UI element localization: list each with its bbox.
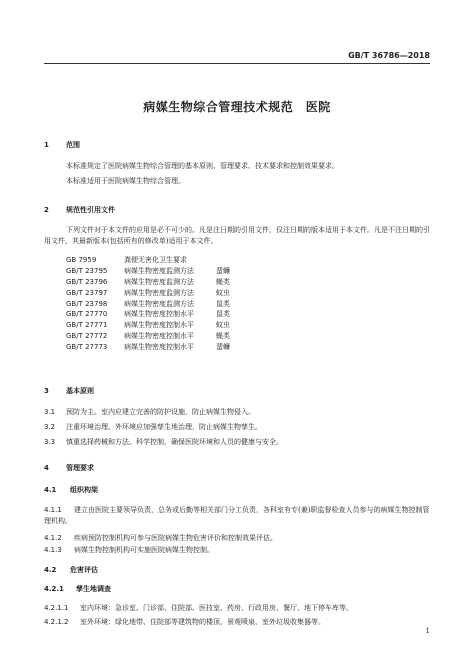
clause-text: 病媒生物控制机构可实施医院病媒生物控制。 bbox=[74, 546, 214, 554]
reference-item bbox=[66, 331, 256, 342]
section-2-para: 下列文件对于本文件的应用是必不可少的。凡是注日期的引用文件，仅注日期的版本适用于本文件。凡是不注日期的引用文件，其最新版本(包括所有的修改单)适用于本文件。 bbox=[44, 226, 430, 245]
section-title: 管理要求 bbox=[66, 464, 94, 472]
section-3-heading bbox=[44, 386, 94, 396]
section-4-heading bbox=[44, 463, 94, 473]
reference-item bbox=[66, 266, 256, 277]
ref-code: GB/T 23795 bbox=[66, 266, 108, 275]
ref-organism: 蚊虫 bbox=[216, 288, 230, 297]
header-rule bbox=[44, 63, 430, 64]
clause-4-2-1-1 bbox=[44, 603, 434, 614]
ref-code: GB/T 27771 bbox=[66, 321, 108, 330]
ref-organism: 蜚蠊 bbox=[216, 343, 230, 352]
clause-4-1-2 bbox=[44, 533, 434, 544]
ref-code: GB/T 27770 bbox=[66, 310, 108, 319]
subsection-4-2-heading bbox=[44, 565, 98, 575]
item-text: 注重环境治理。外环境应加强孳生地治理，防止病媒生物孳生。 bbox=[66, 423, 262, 431]
reference-list bbox=[66, 255, 256, 353]
ref-code: GB 7959 bbox=[66, 256, 97, 264]
page-title: 病媒生物综合管理技术规范 医院 bbox=[143, 100, 331, 114]
reference-item bbox=[66, 277, 256, 288]
ref-title: 粪便无害化卫生要求 bbox=[124, 256, 187, 264]
clause-number: 4.1.2 bbox=[44, 534, 62, 542]
reference-item bbox=[66, 342, 256, 353]
reference-item bbox=[66, 288, 256, 299]
section-2-heading bbox=[44, 205, 115, 215]
item-number: 3.3 bbox=[44, 438, 56, 446]
ref-title: 病媒生物密度控制水平 bbox=[124, 343, 194, 352]
subsection-title: 组织构架 bbox=[70, 486, 98, 494]
section-1-para-2: 本标准适用于医院病媒生物综合管理。 bbox=[66, 177, 185, 185]
ref-code: GB/T 23796 bbox=[66, 277, 108, 286]
ref-title: 病媒生物密度监测方法 bbox=[124, 266, 194, 275]
reference-item bbox=[66, 255, 256, 266]
ref-organism: 蝇类 bbox=[216, 277, 230, 286]
subsection-4-1-heading bbox=[44, 485, 98, 495]
clause-4-1-3 bbox=[44, 545, 434, 556]
ref-title: 病媒生物密度控制水平 bbox=[124, 332, 194, 341]
principle-item bbox=[44, 422, 434, 433]
item-text: 慎重选择药械和方法。科学控制，确保医院环境和人员的健康与安全。 bbox=[66, 438, 283, 446]
subsection-number: 4.2 bbox=[44, 566, 57, 574]
standard-code: GB/T 36786—2018 bbox=[348, 51, 430, 60]
clause-number: 4.1.3 bbox=[44, 546, 62, 554]
reference-item bbox=[66, 299, 256, 310]
section-1-heading bbox=[44, 140, 80, 150]
section-number: 3 bbox=[44, 387, 49, 395]
section-number: 1 bbox=[44, 141, 49, 149]
clause-text: 疾病预防控制机构可参与医院病媒生物危害评价和控制效果评估。 bbox=[74, 534, 277, 542]
item-text: 预防为主。室内应建立完善的防护设施，防止病媒生物侵入。 bbox=[66, 408, 255, 416]
subsection-number: 4.2.1 bbox=[44, 585, 64, 593]
clause-4-2-1-2 bbox=[44, 617, 434, 628]
section-1-para-1: 本标准规定了医院病媒生物综合管理的基本原则、管理要求、技术要求和控制效果要求。 bbox=[66, 162, 339, 170]
ref-organism bbox=[216, 255, 256, 266]
item-number: 3.1 bbox=[44, 408, 56, 416]
subsection-title: 孳生地调查 bbox=[76, 585, 111, 593]
clause-number: 4.2.1.2 bbox=[44, 618, 69, 626]
reference-item bbox=[66, 320, 256, 331]
clause-text: 室内环境：急诊室、门诊部、住院部、医技室、药房、行政用房、餐厅、地下停车库等。 bbox=[80, 604, 353, 612]
ref-organism: 蜚蠊 bbox=[216, 266, 230, 275]
clause-number: 4.2.1.1 bbox=[44, 604, 69, 612]
item-number: 3.2 bbox=[44, 423, 56, 431]
reference-item bbox=[66, 309, 256, 320]
ref-title: 病媒生物密度监测方法 bbox=[124, 299, 194, 308]
page-number: 1 bbox=[425, 627, 430, 635]
ref-title: 病媒生物密度监测方法 bbox=[124, 277, 194, 286]
section-title: 规范性引用文件 bbox=[66, 206, 115, 214]
clause-number: 4.1.1 bbox=[44, 506, 62, 514]
ref-code: GB/T 23798 bbox=[66, 299, 108, 308]
section-number: 4 bbox=[44, 464, 49, 472]
ref-organism: 鼠类 bbox=[216, 310, 230, 319]
ref-code: GB/T 27773 bbox=[66, 343, 108, 352]
ref-organism: 鼠类 bbox=[216, 299, 230, 308]
section-number: 2 bbox=[44, 206, 49, 214]
clause-4-1-1 bbox=[44, 505, 434, 526]
subsection-4-2-1-heading bbox=[44, 584, 111, 594]
subsection-title: 危害评估 bbox=[70, 566, 98, 574]
clause-text: 建立由医院主要领导负责，总务或后勤等相关部门分工负责，各科室有专(兼)职监督检查人员参与的病媒生物控制管理机构。 bbox=[44, 506, 430, 525]
section-title: 范围 bbox=[66, 141, 80, 149]
ref-title: 病媒生物密度控制水平 bbox=[124, 321, 194, 330]
section-title: 基本原则 bbox=[66, 387, 94, 395]
ref-code: GB/T 23797 bbox=[66, 288, 108, 297]
ref-title: 病媒生物密度控制水平 bbox=[124, 310, 194, 319]
subsection-number: 4.1 bbox=[44, 486, 57, 494]
principle-item bbox=[44, 407, 434, 418]
ref-organism: 蝇类 bbox=[216, 332, 230, 341]
ref-organism: 蚊虫 bbox=[216, 321, 230, 330]
ref-title: 病媒生物密度监测方法 bbox=[124, 288, 194, 297]
ref-code: GB/T 27772 bbox=[66, 332, 108, 341]
principle-item bbox=[44, 437, 434, 448]
clause-text: 室外环境：绿化地带、住院部等建筑物的楼顶、景观喷泉、室外垃圾收集器等。 bbox=[80, 618, 325, 626]
